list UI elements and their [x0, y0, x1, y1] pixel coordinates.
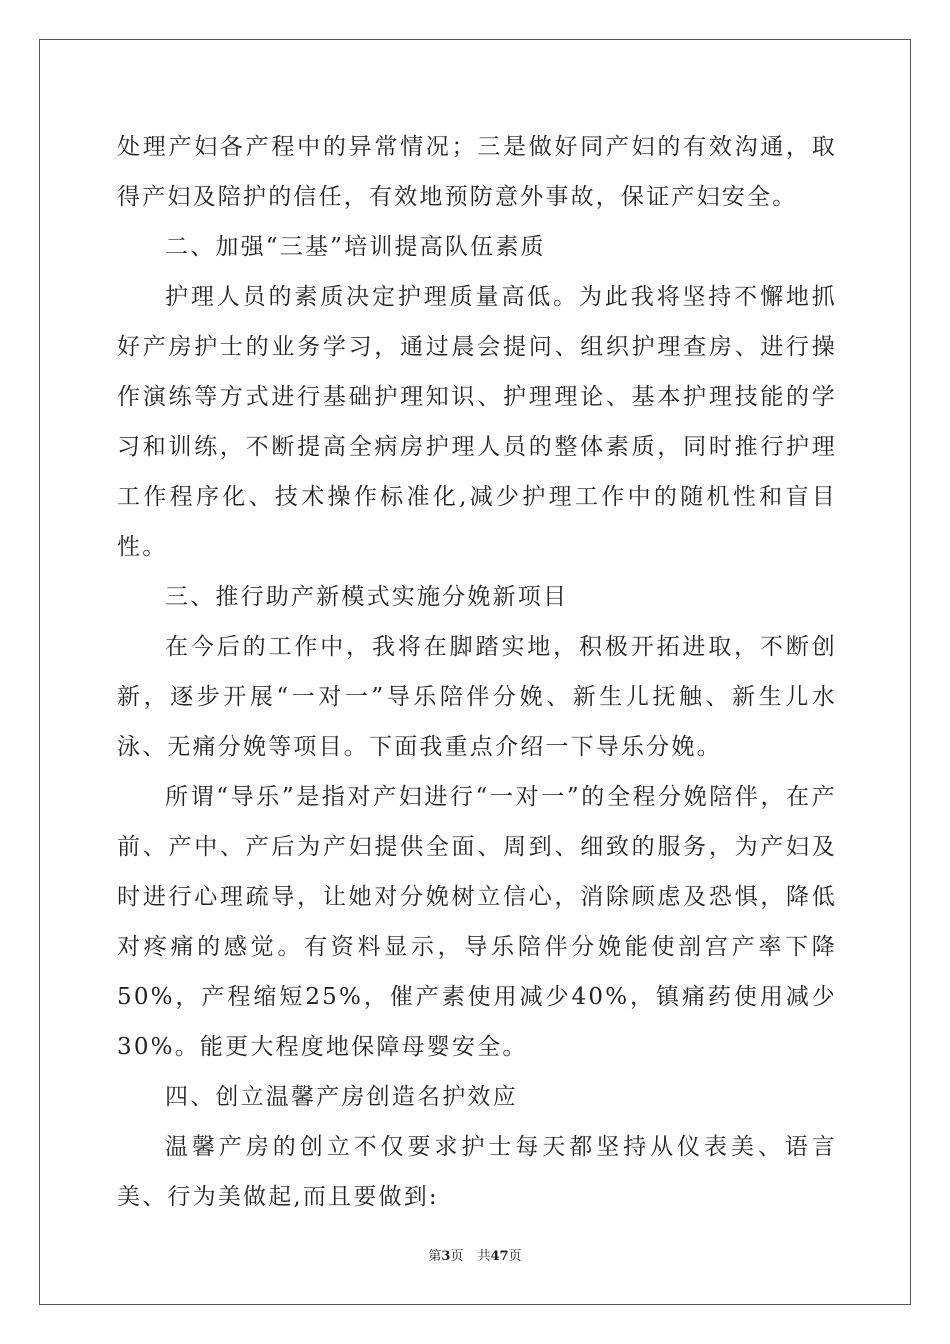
section-heading-4: 四、创立温馨产房创造名护效应 — [165, 1084, 518, 1110]
paragraph-3: 护理人员的素质决定护理质量高低。为此我将坚持不懈地抓好产房护士的业务学习，通过晨会提问、组织护理查房、进行操作演练等方式进行基础护理知识、护理理论、基本护理技能的学习和训练，不断提高全病房护理人员的整体素质，同时推行护理工作程序化、技术操作标准化,减少护理工作中的随机性和盲目性。 — [117, 284, 837, 560]
section-heading-2: 二、加强“三基”培训提高队伍素质 — [165, 234, 546, 260]
section-heading-3: 三、推行助产新模式实施分娩新项目 — [165, 584, 569, 610]
paragraph-8: 温馨产房的创立不仅要求护士每天都坚持从仪表美、语言美、行为美做起,而且要做到: — [117, 1134, 837, 1210]
paragraph-5: 在今后的工作中，我将在脚踏实地，积极开拓进取，不断创新，逐步开展“一对一”导乐陪伴分娩、新生儿抚触、新生儿水泳、无痛分娩等项目。下面我重点介绍一下导乐分娩。 — [117, 634, 837, 760]
footer-total-unit: 页 — [508, 1249, 522, 1264]
paragraph-6: 所谓“导乐”是指对产妇进行“一对一”的全程分娩陪伴，在产前、产中、产后为产妇提供全面、周到、细致的服务，为产妇及时进行心理疏导，让她对分娩树立信心，消除顾虑及恐惧，降低对疼痛的感觉。有资料显示，导乐陪伴分娩能使剖宫产率下降50%，产程缩短25%，催产素使用减少40%，镇痛药使用减少30%。能更大程度地保障母婴安全。 — [117, 784, 837, 1060]
footer-prefix: 第 — [428, 1249, 442, 1264]
paragraph-1: 处理产妇各产程中的异常情况；三是做好同产妇的有效沟通，取得产妇及陪护的信任，有效地预防意外事故，保证产妇安全。 — [117, 134, 837, 210]
page-footer — [0, 1245, 950, 1264]
current-page-number: 3 — [441, 1249, 451, 1264]
footer-page-unit: 页 — [450, 1249, 464, 1264]
total-page-count: 47 — [490, 1249, 509, 1264]
document-body — [117, 122, 837, 1222]
footer-total-prefix: 共 — [477, 1249, 491, 1264]
